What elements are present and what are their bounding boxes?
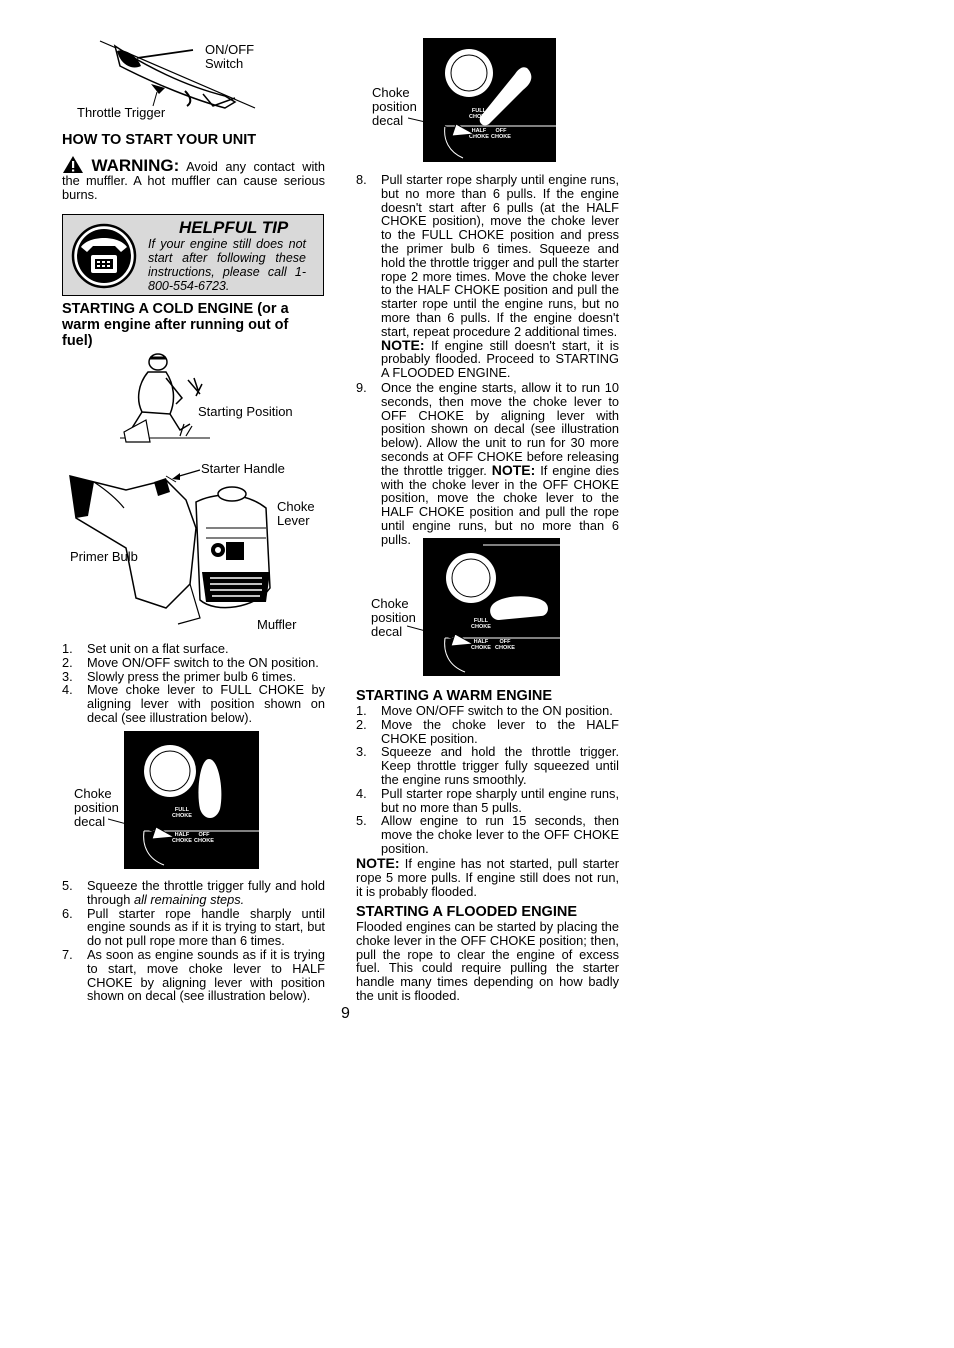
off-choke-text: OFF CHOKE [495, 639, 515, 651]
flooded-engine-text: Flooded engines can be started by placing the choke lever in the OFF CHOKE position; then, pull the rope to clear the engine of excess fuel. This could require pulling the starter handle many times depending on how badly the unit is flooded. [356, 919, 619, 1003]
onoff-switch-label: ON/OFF Switch [205, 42, 255, 71]
list-item: 9. Once the engine starts, allow it to run 10 seconds, then move the choke lever to OFF CHOKE by aligning lever with position shown on decal (see illustration below). Allow the unit to run for 30 more seconds at OFF CHOKE before releasing the throttle trigger. NOTE: If engine dies with the choke lever in the OFF CHOKE position, move the choke lever to the HALF CHOKE position and pull the rope until engine runs, but no more than 6 pulls. [356, 380, 620, 547]
half-choke-text: HALF CHOKE [172, 832, 192, 844]
list-item: 1. Move ON/OFF switch to the ON position. [356, 703, 613, 718]
starter-handle-arrow [170, 467, 202, 481]
decal-arrow-3 [407, 620, 477, 650]
cold-steps-5-7 [62, 879, 325, 1003]
warning-icon [62, 155, 84, 174]
half-choke-text: HALF CHOKE [469, 128, 489, 140]
decal-arrow-2 [408, 112, 478, 140]
primer-bulb-label: Primer Bulb [70, 549, 138, 564]
choke-decal-half [423, 38, 556, 162]
muffler-label: Muffler [257, 617, 297, 632]
cold-step-9 [356, 381, 619, 547]
helpful-tip-text: If your engine still does not start after following these instructions, please call 1-800-554-6723. [148, 237, 306, 293]
list-item: 7. As soon as engine sounds as if it is trying to start, move choke lever to HALF CHOKE by aligning lever with position shown on decal (see illustration below). [62, 946, 325, 1004]
off-choke-text: OFF CHOKE [491, 128, 511, 140]
throttle-trigger-label: Throttle Trigger [77, 105, 166, 120]
helpful-tip-title: HELPFUL TIP [179, 218, 289, 237]
note-label: NOTE: [381, 336, 425, 353]
phone-icon [69, 223, 139, 289]
warm-steps [356, 704, 619, 856]
choke-decal-label-2: Choke position decal [372, 85, 417, 128]
choke-decal-off [423, 538, 560, 676]
list-item: 2. Move the choke lever to the HALF CHOKE position. [356, 716, 619, 746]
warm-note: NOTE: If engine has not started, pull starter rope 5 more pulls. If engine still does not run, it is probably flooded. [356, 855, 619, 899]
list-item: 3. Squeeze and hold the throttle trigger. Keep throttle trigger fully squeezed until the engine runs smoothly. [356, 744, 619, 787]
flooded-engine-heading: STARTING A FLOODED ENGINE [356, 904, 577, 920]
cold-steps-1-4 [62, 642, 325, 725]
list-item: 8. Pull starter rope sharply until engine runs, but no more than 6 pulls. If the engine doesn't start after 6 pulls (at the HALF CHOKE position), move the choke lever to the FULL CHOKE position and press the primer bulb 6 times. Squeeze and hold the throttle trigger and pull the starter rope 2 more times. Move the choke lever to the HALF CHOKE position and pull the starter rope until the engine runs, but no more than 6 pulls. If the engine doesn't start, repeat procedure 2 additional times. NOTE: If engine still doesn't start, it is probably flooded. Proceed to STARTING A FLOODED ENGINE. [356, 172, 619, 381]
decal-arrow-1 [108, 813, 178, 841]
choke-decal-label-3: Choke position decal [371, 596, 416, 639]
list-item: 5. Squeeze the throttle trigger fully and hold through all remaining steps. [62, 878, 325, 907]
list-item: 6. Pull starter rope handle sharply until engine sounds as if it is trying to start, but do not pull rope more than 6 times. [62, 905, 325, 949]
cold-engine-heading: STARTING A COLD ENGINE (or a warm engine after running out of fuel) [62, 301, 289, 349]
choke-lever-label: Choke Lever [277, 499, 315, 528]
cold-step-8 [356, 173, 619, 380]
list-item: 2. Move ON/OFF switch to the ON position. [62, 654, 319, 670]
note-label: NOTE: [491, 461, 536, 478]
list-item: 4. Move choke lever to FULL CHOKE by aligning lever with position shown on decal (see illustration below). [62, 682, 325, 725]
list-item: 3. Slowly press the primer bulb 6 times. [62, 668, 297, 684]
how-to-start-heading: HOW TO START YOUR UNIT [62, 132, 257, 148]
full-choke-text: FULL CHOKE [471, 618, 491, 630]
full-choke-text: FULL CHOKE [469, 108, 489, 120]
off-choke-text: OFF CHOKE [194, 832, 214, 844]
full-choke-text: FULL CHOKE [172, 807, 192, 819]
list-item: 4. Pull starter rope sharply until engine runs, but no more than 5 pulls. [356, 785, 619, 815]
choke-decal-full [124, 731, 259, 869]
starter-handle-label: Starter Handle [201, 461, 285, 476]
starting-position-label: Starting Position [198, 404, 293, 419]
note-label: NOTE: [356, 855, 400, 871]
warning-text: Avoid any contact with the muffler. A hot muffler can cause serious burns. [62, 159, 325, 202]
warning-block [62, 155, 325, 202]
helpful-tip-box [62, 214, 324, 296]
half-choke-text: HALF CHOKE [471, 639, 491, 651]
engine-illustration [66, 468, 276, 628]
page-number: 9 [341, 1005, 350, 1022]
choke-decal-label-1: Choke position decal [74, 786, 119, 829]
list-item: 5. Allow engine to run 15 seconds, then move the choke lever to the OFF CHOKE position. [356, 813, 619, 856]
starting-position-illustration [110, 350, 220, 450]
warm-engine-heading: STARTING A WARM ENGINE [356, 688, 553, 704]
list-item: 1. Set unit on a flat surface. [62, 641, 229, 656]
warning-label: WARNING: [91, 156, 180, 175]
